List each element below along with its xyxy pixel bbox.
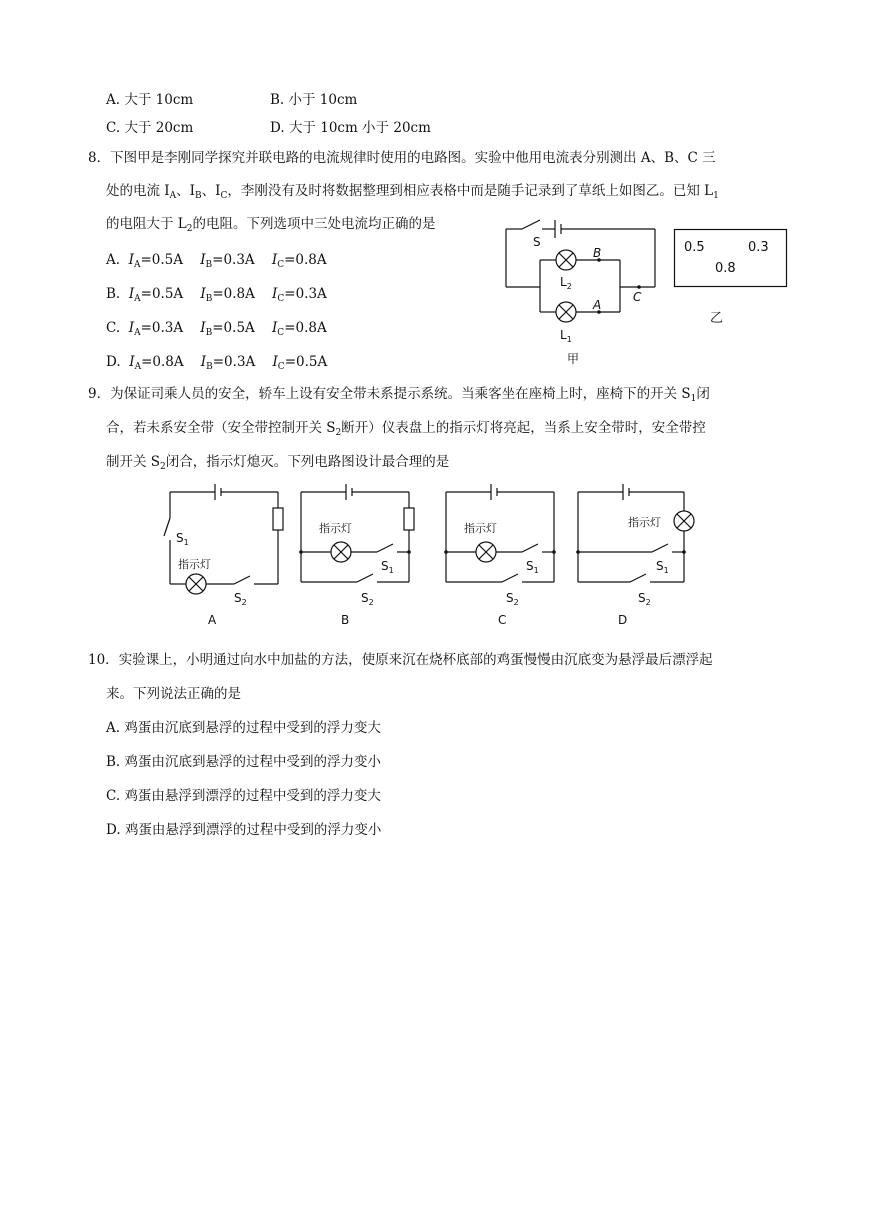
note-diagram-yi xyxy=(674,229,789,329)
caption-b: B xyxy=(341,613,350,627)
caption-c: C xyxy=(498,613,507,627)
switch-label-s2: $S_2$ xyxy=(361,591,374,607)
figure-caption-yi: 乙 xyxy=(710,311,724,326)
q9-stem-line1: 9．为保证司乘人员的安全，轿车上设有安全带未系提示系统。当乘客坐在座椅上时，座椅下的开关 $S_1$闭 xyxy=(88,386,710,404)
switch-label-s1: $S_1$ xyxy=(381,559,394,575)
figure-caption-jia: 甲 xyxy=(567,352,580,366)
point-label-a: A xyxy=(593,298,602,312)
q8-stem-line3: 的电阻大于 $L_2$的电阻。下列选项中三处电流均正确的是 xyxy=(106,216,436,234)
switch-label-s1: $S_1$ xyxy=(656,559,669,575)
switch-label-s2: $S_2$ xyxy=(638,591,651,607)
note-value-1: 0.5 xyxy=(684,240,705,255)
circuit-option-d xyxy=(574,484,704,634)
q7-option-d: D. 大于 10cm 小于 20cm xyxy=(270,120,431,136)
note-value-3: 0.8 xyxy=(715,261,736,276)
q8-stem-line1: 8．下图甲是李刚同学探究并联电路的电流规律时使用的电路图。实验中他用电流表分别测出 A、B、C 三 xyxy=(88,150,716,166)
q10-option-d: D. 鸡蛋由悬浮到漂浮的过程中受到的浮力变小 xyxy=(106,822,382,838)
q10-option-a: A. 鸡蛋由沉底到悬浮的过程中受到的浮力变大 xyxy=(106,720,381,736)
lamp-label-l2: $L_2$ xyxy=(560,275,572,291)
circuit-option-b xyxy=(297,484,427,634)
caption-a: A xyxy=(208,613,217,627)
circuit-diagram-jia xyxy=(500,215,670,370)
note-value-2: 0.3 xyxy=(748,240,769,255)
lamp-label: 指示灯 xyxy=(319,522,352,535)
q8-option-d: D. $I_A=0.8A$ $I_B=0.3A$ $I_C=0.5A$ xyxy=(106,354,328,372)
circuit-option-a xyxy=(158,484,288,634)
q10-stem-line2: 来。下列说法正确的是 xyxy=(106,686,241,702)
point-label-c: C xyxy=(633,290,642,304)
q10-option-b: B. 鸡蛋由沉底到悬浮的过程中受到的浮力变小 xyxy=(106,754,382,770)
q10-stem-line1: 10．实验课上，小明通过向水中加盐的方法，使原来沉在烧杯底部的鸡蛋慢慢由沉底变为悬浮最后漂浮起 xyxy=(88,652,713,668)
q8-option-b: B. $I_A=0.5A$ $I_B=0.8A$ $I_C=0.3A$ xyxy=(106,286,327,304)
switch-label-s1: $S_1$ xyxy=(526,559,539,575)
q8-stem-line2: 处的电流 $I_A$、$I_B$、$I_C$，李刚没有及时将数据整理到相应表格中而是随手记录到了草纸上如图乙。已知 $L_1$ xyxy=(106,183,719,201)
circuit-option-c xyxy=(442,484,572,634)
q8-option-a: A. $I_A=0.5A$ $I_B=0.3A$ $I_C=0.8A$ xyxy=(106,252,327,270)
q9-stem-line3: 制开关 $S_2$闭合，指示灯熄灭。下列电路图设计最合理的是 xyxy=(106,454,450,472)
q10-option-c: C. 鸡蛋由悬浮到漂浮的过程中受到的浮力变大 xyxy=(106,788,381,804)
lamp-label: 指示灯 xyxy=(464,522,497,535)
lamp-label-l1: $L_1$ xyxy=(560,328,572,344)
lamp-label: 指示灯 xyxy=(178,558,211,571)
q7-option-b: B. 小于 10cm xyxy=(270,92,358,108)
q7-option-a: A. 大于 10cm xyxy=(106,92,194,108)
point-label-b: B xyxy=(593,246,602,260)
switch-label-s1: $S_1$ xyxy=(176,531,189,547)
lamp-label: 指示灯 xyxy=(628,516,661,529)
q7-option-c: C. 大于 20cm xyxy=(106,120,194,136)
q9-stem-line2: 合，若未系安全带（安全带控制开关 $S_2$断开）仪表盘上的指示灯将亮起，当系上安全带时，安全带控 xyxy=(106,420,706,438)
switch-label-s: S xyxy=(533,235,541,249)
switch-label-s2: $S_2$ xyxy=(506,591,519,607)
switch-label-s2: $S_2$ xyxy=(234,591,247,607)
caption-d: D xyxy=(618,613,628,627)
q8-option-c: C. $I_A=0.3A$ $I_B=0.5A$ $I_C=0.8A$ xyxy=(106,320,327,338)
